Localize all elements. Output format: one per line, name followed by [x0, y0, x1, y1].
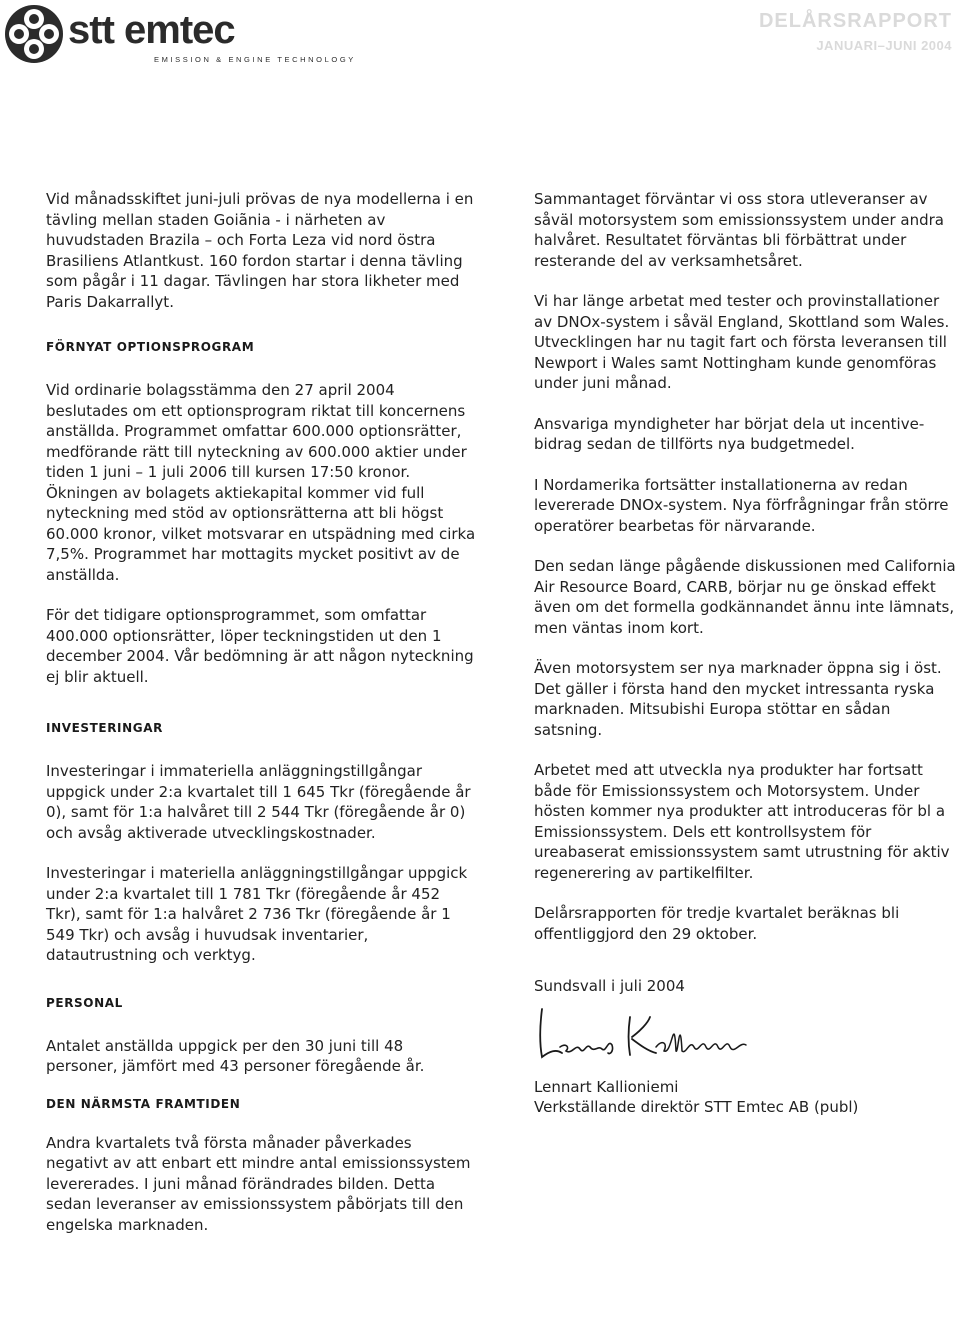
report-period: JANUARI–JUNI 2004 [816, 38, 952, 53]
paragraph-carb: Den sedan länge pågående diskussionen med California Air Resource Board, CARB, börjar nu ge önskad effekt även om det formella godkännandet ännu inte lämnats, men väntas inom kort. [534, 557, 956, 637]
paragraph-tangible-investments: Investeringar i materiella anläggningstillgångar uppgick under 2:a kvartalet till 1 781 Tkr (föregående år 452 Tkr), samt för 1:a halvåret 2 736 Tkr (föregående år 1 549 Tkr) och avsåg i huvudsak inventarier, datautrustning och verktyg. [46, 864, 468, 964]
heading-investments: INVESTERINGAR [46, 721, 163, 735]
paragraph-personnel: Antalet anställda uppgick per den 30 juni till 48 personer, jämfört med 43 personer föregående år. [46, 1036, 425, 1075]
brand-name: stt emtec [68, 8, 235, 52]
rings-logo-icon [2, 2, 66, 66]
place-and-date: Sundsvall i juli 2004 [534, 977, 685, 995]
signature-image [536, 1003, 756, 1065]
left-column [46, 189, 476, 1235]
paragraph-incentives: Ansvariga myndigheter har börjat dela ut incentivebidrag sedan de tillförts nya budgetmedel. [534, 414, 925, 453]
paragraph-north-america: I Nordamerika fortsätter installationerna av redan levererade DNOx-system. Nya förfrågningar från större operatörer bearbetas för närvarande. [534, 475, 949, 535]
page-header [0, 0, 960, 80]
heading-option-program: FÖRNYAT OPTIONSPROGRAM [46, 340, 255, 354]
paragraph-option-program: Vid ordinarie bolagsstämma den 27 april 2004 beslutades om ett optionsprogram riktat till koncernens anställda. Programmet omfattar 600.000 optionsrätter, medförande rätt till nyteckning av 600.000 aktier under tiden 1 juni – 1 juli 2006 till kursen 17:50 kronor. Ökningen av bolagets aktiekapital kommer vid full nyteckning med stöd av optionsrätterna att bli högst 60.000 kronor, vilket motsvarar en utspädning med cirka 7,5%. Programmet har mottagits mycket positivt av de anställda. [46, 381, 476, 584]
brand-tagline: EMISSION & ENGINE TECHNOLOGY [154, 55, 356, 64]
paragraph-next-report: Delårsrapporten för tredje kvartalet beräknas bli offentliggjord den 29 oktober. [534, 904, 900, 943]
signer-title: Verkställande direktör STT Emtec AB (publ) [534, 1098, 859, 1116]
paragraph-deliveries-outlook: Sammantaget förväntar vi oss stora utleveranser av såväl motorsystem som emissionssystem under andra halvåret. Resultatet förväntas bli förbättrat under resterande del av verksamhetsåret. [534, 190, 944, 270]
report-title: DELÅRSRAPPORT [758, 10, 952, 32]
company-logo [2, 2, 356, 66]
signer-name: Lennart Kallioniemi [534, 1077, 679, 1096]
heading-personnel: PERSONAL [46, 995, 123, 1010]
paragraph-near-future: Andra kvartalets två första månader påverkades negativt av att enbart ett mindre antal emissionssystem levererades. I juni månad förändrades bilden. Detta sedan leveranser av emissionssystem påbörjats till den engelska marknaden. [46, 1133, 471, 1234]
paragraph-brazil-competition: Vid månadsskiftet juni-juli prövas de nya modellerna i en tävling mellan staden Goiãnia - i närheten av huvudstaden Brazila – och Forta Leza vid nord östra Brasiliens Atlantkust. 160 fordon startar i denna tävling som pågår i 11 dagar. Tävlingen har stora likheter med Paris Dakarrallyt. [46, 190, 474, 311]
paragraph-intangible-investments: Investeringar i immateriella anläggningstillgångar uppgick under 2:a kvartalet till 1 645 Tkr (föregående år 0), samt för 1:a halvåret till 2 544 Tkr (föregående år 0) och avsåg aktiverade utvecklingskostnader. [46, 762, 471, 842]
paragraph-new-products: Arbetet med att utveckla nya produkter har fortsatt både för Emissionssystem och Motorsystem. Under hösten kommer nya produkter att introduceras för bl a Emissionssystem. Dels ett kontrollsystem för ureabaserat emissionssystem samt utrustning för aktiv regenerering av partikelfilter. [534, 761, 950, 882]
paragraph-previous-option-program: För det tidigare optionsprogrammet, som omfattar 400.000 optionsrätter, löper teckningstiden ut den 1 december 2004. Vår bedömning är att någon nyteckning ej blir aktuell. [46, 606, 474, 686]
heading-near-future: DEN NÄRMSTA FRAMTIDEN [46, 1096, 241, 1111]
paragraph-dnox-uk: Vi har länge arbetat med tester och provinstallationer av DNOx-system i såväl England, Skottland som Wales. Utvecklingen har nu tagit fart och första leveransen till Newport i Wales samt Nottingham kunde genomföras under juni månad. [534, 292, 950, 392]
right-column [534, 189, 958, 1118]
paragraph-engine-systems-east: Även motorsystem ser nya marknader öppna sig i öst. Det gäller i första hand den mycket intressanta ryska marknaden. Mitsubishi Europa stöttar en sådan satsning. [534, 659, 942, 739]
